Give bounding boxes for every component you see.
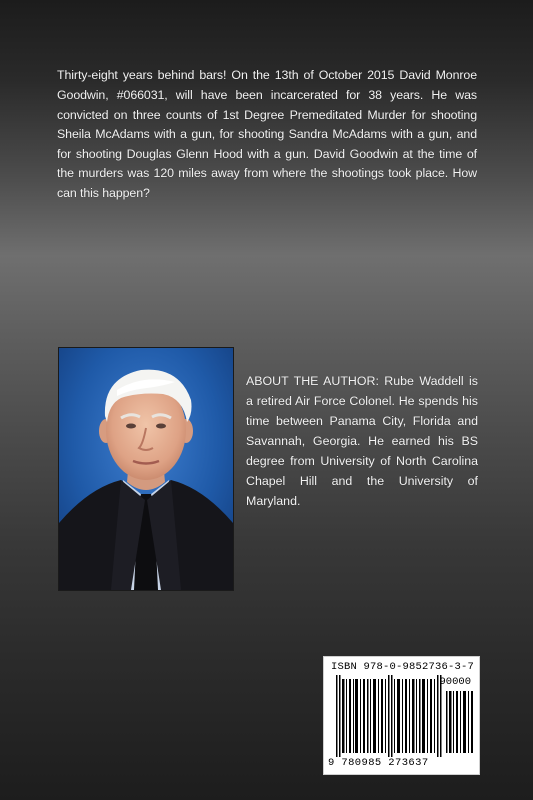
author-photo — [58, 347, 234, 591]
book-blurb: Thirty-eight years behind bars! On the 13th of October 2015 David Monroe Goodwin, #066031, will have been incarcerated for 38 years. He was convicted on three counts of 1st Degree Premeditated Murder for shooting Sheila McAdams with a gun, for shooting Sandra McAdams with a gun, and for shooting Douglas Glenn Hood with a gun. David Goodwin at the time of the murders was 120 miles away from where the shootings took place. How can this happen? — [57, 68, 477, 200]
ean-digits: 9 780985 273637 — [328, 757, 429, 769]
isbn-label: ISBN 978-0-9852736-3-7 — [331, 661, 475, 673]
price-code: 90000 — [439, 676, 471, 688]
author-portrait-icon — [59, 348, 233, 590]
about-the-author: ABOUT THE AUTHOR: Rube Waddell is a retired Air Force Colonel. He spends his time between Panama City, Florida and Savannah, Georgia. He earned his BS degree from University of North Carolina Chapel Hill and the University of Maryland. — [246, 374, 478, 509]
isbn-barcode — [323, 656, 480, 775]
